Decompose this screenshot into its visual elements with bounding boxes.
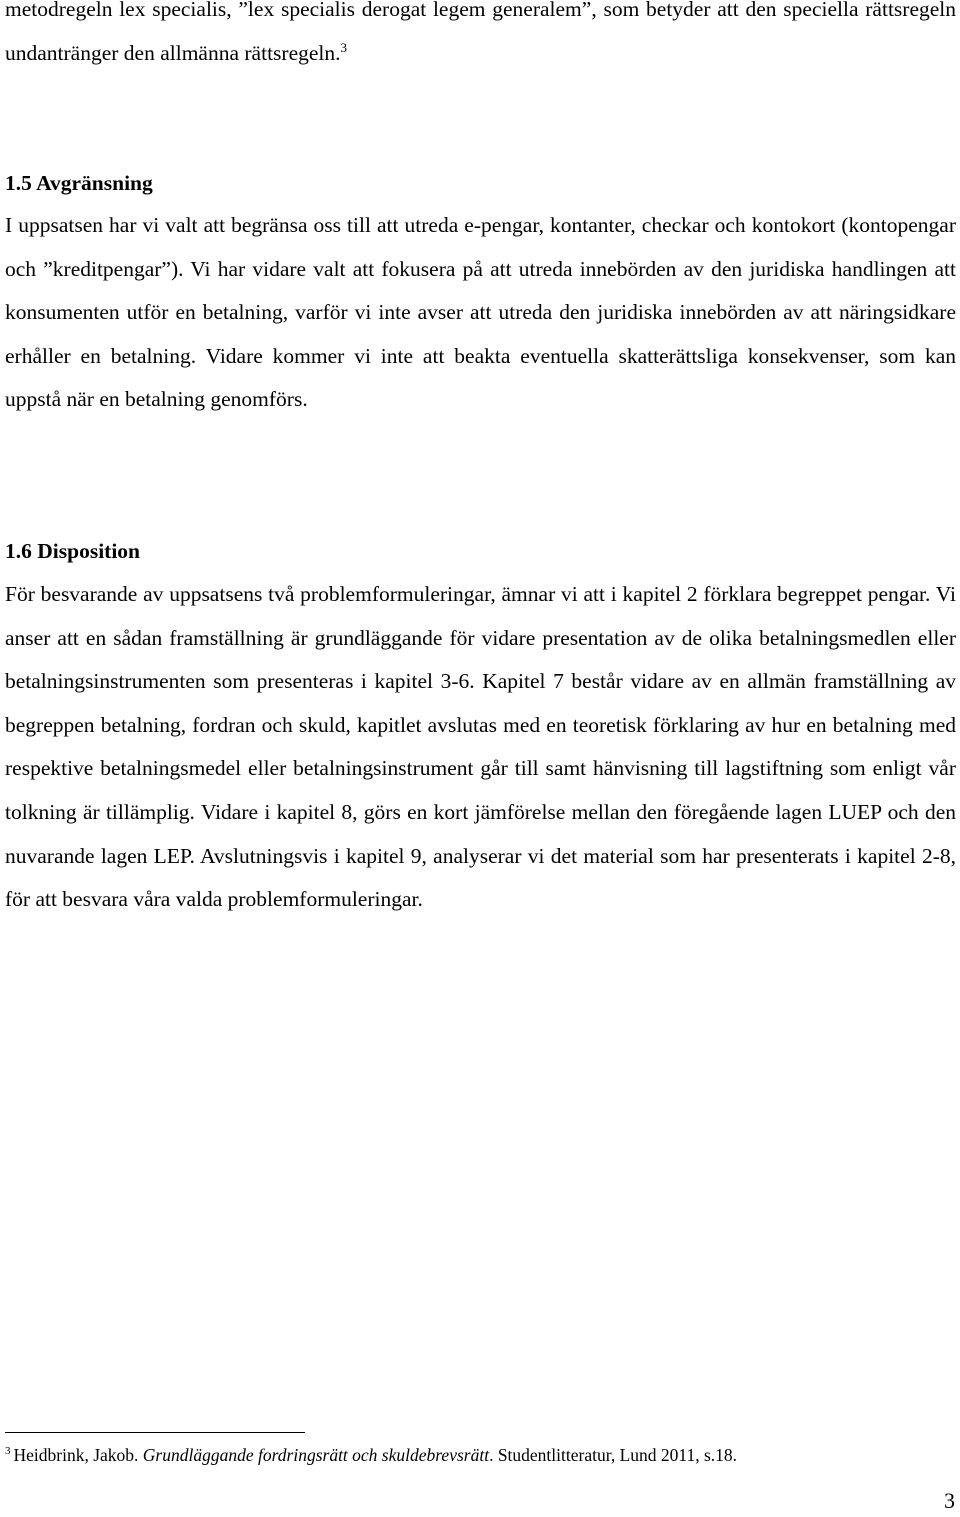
footnote-author: Heidbrink, Jakob.: [13, 1445, 139, 1465]
footnote: [5, 1443, 737, 1467]
footnote-reference: 3: [340, 39, 347, 55]
section-heading-avgransning: 1.5 Avgränsning: [5, 171, 153, 195]
footnote-number: 3: [5, 1445, 11, 1458]
section-body-avgransning: I uppsatsen har vi valt att begränsa oss till att utreda e-pengar, kontanter, checkar och kontokort (kontopengar och ”kreditpengar”). Vi har vidare valt att fokusera på att utreda innebörden av den juridiska handlingen att konsumenten utför en betalning, varför vi inte avser att utreda den juridiska innebörden av att näringsidkare erhåller en betalning. Vidare kommer vi inte att beakta eventuella skatterättsliga konsekvenser, som kan uppstå när en betalning genomförs.: [5, 213, 956, 412]
footnote-title: Grundläggande fordringsrätt och skuldebrevsrätt: [142, 1445, 490, 1465]
page-number: 3: [944, 1488, 955, 1513]
section-body-disposition: För besvarande av uppsatsens två problemformuleringar, ämnar vi att i kapitel 2 förklara begreppet pengar. Vi anser att en sådan framställning är grundläggande för vidare presentation av de olika betalningsmedlen eller betalningsinstrumenten som presenteras i kapitel 3-6. Kapitel 7 består vidare av en allmän framställning av begreppen betalning, fordran och skuld, kapitlet avslutas med en teoretisk förklaring av hur en betalning med respektive betalningsmedel eller betalningsinstrument går till samt hänvisning till lagstiftning som enligt vår tolkning är tillämplig. Vidare i kapitel 8, görs en kort jämförelse mellan den föregående lagen LUEP och den nuvarande lagen LEP. Avslutningsvis i kapitel 9, analyserar vi det material som har presenterats i kapitel 2-8, för att besvara våra valda problemformuleringar.: [5, 582, 956, 912]
continuation-text: metodregeln lex specialis, ”lex specialis derogat legem generalem”, som betyder att den speciella rättsregeln undantränger den allmänna rättsregeln.: [5, 0, 956, 65]
continuation-paragraph: [5, 0, 956, 75]
footnote-separator: [5, 1432, 305, 1433]
section-heading-disposition: 1.6 Disposition: [5, 539, 141, 563]
footnote-publisher: . Studentlitteratur, Lund 2011, s.18.: [489, 1445, 738, 1465]
